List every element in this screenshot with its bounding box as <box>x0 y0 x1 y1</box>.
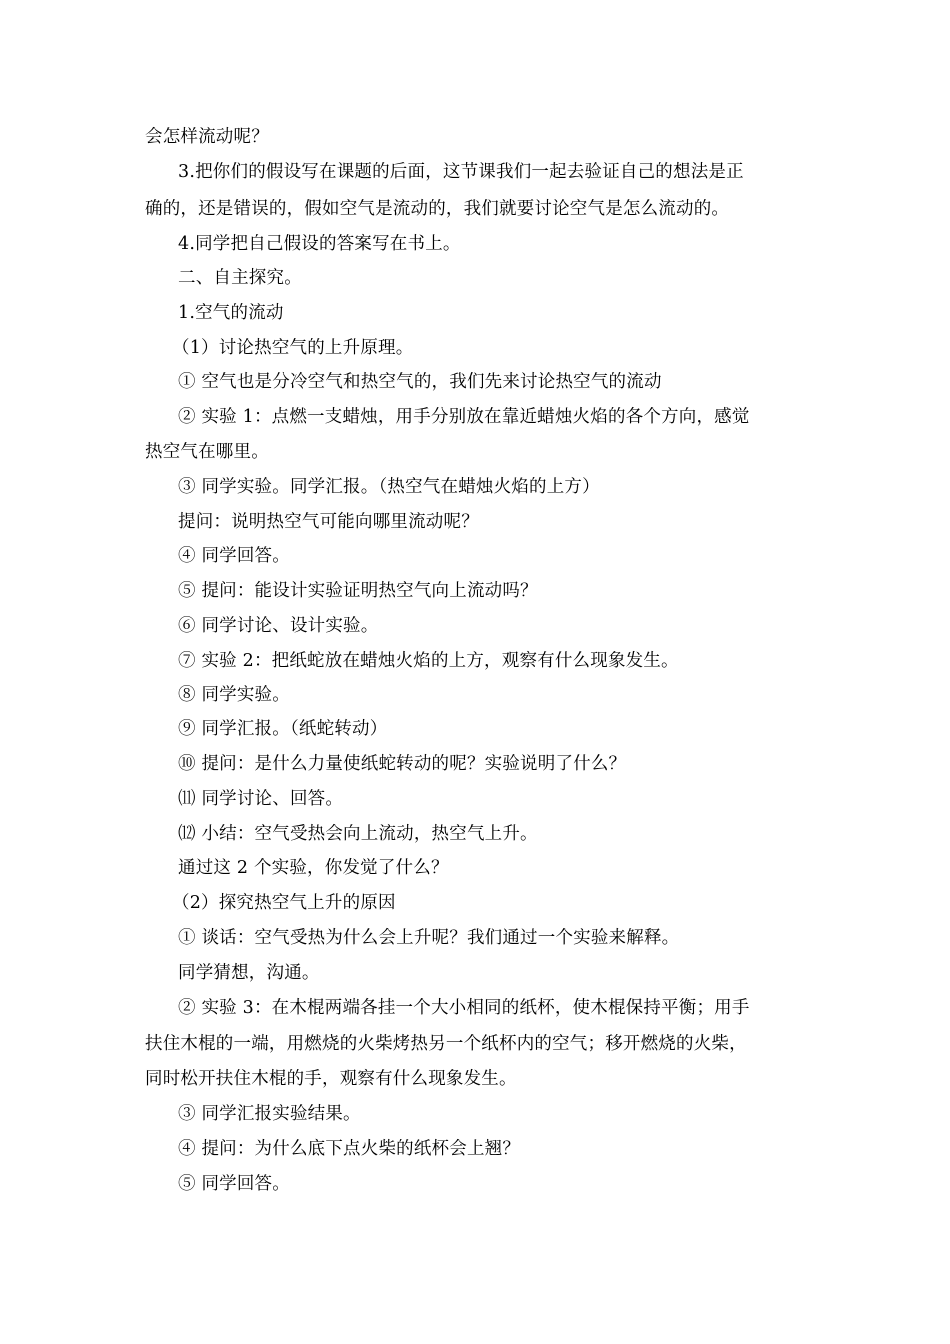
text-line: ③ 同学汇报实验结果。 <box>178 1104 361 1124</box>
text-line: 热空气在哪里。 <box>145 442 269 462</box>
text-line: 3.把你们的假设写在课题的后面，这节课我们一起去验证自己的想法是正 <box>178 162 744 182</box>
text-line: ① 谈话：空气受热为什么会上升呢？我们通过一个实验来解释。 <box>178 928 680 948</box>
text-line: 通过这 2 个实验，你发觉了什么？ <box>178 858 449 878</box>
text-line: ④ 提问：为什么底下点火柴的纸杯会上翘？ <box>178 1139 521 1159</box>
section-heading: 二、自主探究。 <box>178 268 302 288</box>
text-line: ⑤ 同学回答。 <box>178 1174 290 1194</box>
text-line: 扶住木棍的一端，用燃烧的火柴烤热另一个纸杯内的空气；移开燃烧的火柴， <box>145 1034 747 1054</box>
text-line: ② 实验 1：点燃一支蜡烛，用手分别放在靠近蜡烛火焰的各个方向，感觉 <box>178 407 750 427</box>
text-line: ⑦ 实验 2：把纸蛇放在蜡烛火焰的上方，观察有什么现象发生。 <box>178 651 679 671</box>
text-line: 4.同学把自己假设的答案写在书上。 <box>178 234 461 254</box>
text-line: ④ 同学回答。 <box>178 546 290 566</box>
text-line: 确的，还是错误的，假如空气是流动的，我们就要讨论空气是怎么流动的。 <box>145 199 730 219</box>
text-line: 会怎样流动呢？ <box>145 127 269 147</box>
text-line: ③ 同学实验。同学汇报。（热空气在蜡烛火焰的上方） <box>178 477 600 497</box>
text-line: ⑧ 同学实验。 <box>178 685 290 705</box>
text-line: ① 空气也是分冷空气和热空气的，我们先来讨论热空气的流动 <box>178 372 662 392</box>
subsection-heading: （1）讨论热空气的上升原理。 <box>172 338 414 358</box>
text-line: ⑥ 同学讨论、设计实验。 <box>178 616 379 636</box>
subsection-heading: 1.空气的流动 <box>178 303 284 323</box>
text-line: ② 实验 3：在木棍两端各挂一个大小相同的纸杯，使木棍保持平衡；用手 <box>178 998 750 1018</box>
text-line: ⑤ 提问：能设计实验证明热空气向上流动吗？ <box>178 581 538 601</box>
text-line: ⑾ 同学讨论、回答。 <box>178 789 344 809</box>
text-line: 同时松开扶住木棍的手，观察有什么现象发生。 <box>145 1069 517 1089</box>
text-line: 提问：说明热空气可能向哪里流动呢？ <box>178 512 479 532</box>
text-line: ⑩ 提问：是什么力量使纸蛇转动的呢？实验说明了什么？ <box>178 754 627 774</box>
text-line: ⑨ 同学汇报。（纸蛇转动） <box>178 719 388 739</box>
subsection-heading: （2）探究热空气上升的原因 <box>172 893 396 913</box>
text-line: ⑿ 小结：空气受热会向上流动，热空气上升。 <box>178 824 538 844</box>
text-line: 同学猜想，沟通。 <box>178 963 320 983</box>
